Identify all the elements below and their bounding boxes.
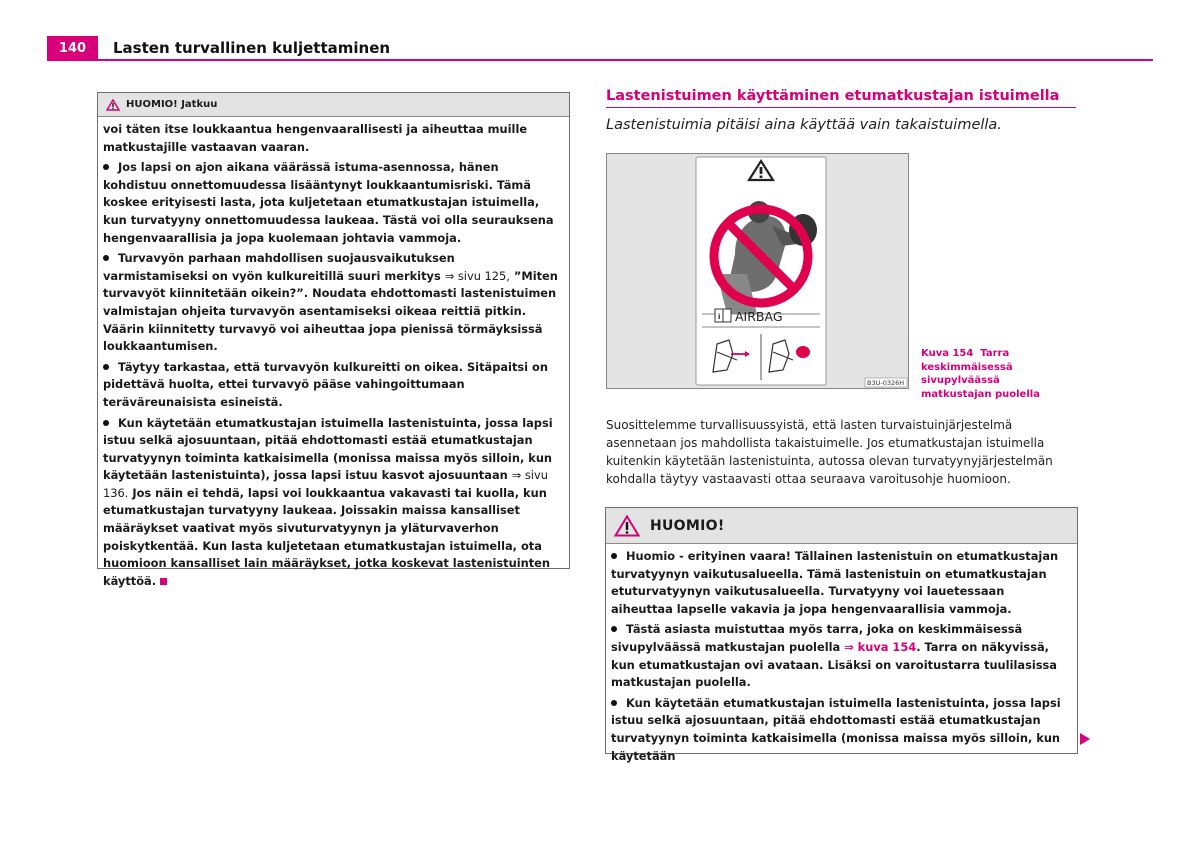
bullet-icon [103, 364, 109, 370]
sticker-airbag-label: AIRBAG [735, 309, 783, 324]
figure-reference-link[interactable]: ⇒ kuva 154 [844, 639, 917, 654]
page-reference-link[interactable]: ⇒ sivu 125, [444, 268, 510, 283]
warning-paragraph: Tästä asiasta muistuttaa myös tarra, joka on keskimmäisessä sivupylväässä matkustajan puolella ⇒ kuva 154. Tarra on näkyvissä, kun etumatkustajan ovi avataan. Lisäksi on varoitustarra tuulilasissa matkustajan puolella. [611, 622, 1057, 690]
warning-body [606, 544, 1077, 765]
figure-caption-text: Tarra keskimmäisessä sivupylväässä matkustajan puolella [921, 348, 1040, 400]
header-rule [47, 59, 1153, 61]
chapter-title: Lasten turvallinen kuljettaminen [113, 39, 391, 57]
svg-text:i: i [718, 313, 721, 321]
warning-box-header [98, 93, 569, 117]
figure-caption [921, 347, 1061, 401]
warning-heading: HUOMIO! [650, 517, 725, 534]
warning-box [605, 507, 1078, 763]
warning-paragraph: Turvavyön parhaan mahdollisen suojausvaikutuksen varmistamiseksi on vyön kulkureitillä suuri merkitys ⇒ sivu 125, ”Miten turvavyöt kiinnitetään oikein?”. Noudata ehdottomasti lastenistuimen valmistajan ohjeita turvavyön asentamiseksi oikeaa reittiä pitkin. Väärin kiinnitetty turvavyö voi aiheuttaa jopa pienissä törmäyksissä loukkaantumisen. [103, 251, 558, 354]
book-icon [715, 309, 731, 322]
page-reference-link[interactable]: ⇒ sivu 136. [103, 468, 548, 500]
bullet-icon [103, 255, 109, 261]
figure-airbag-sticker [606, 153, 909, 389]
section-title: Lastenistuimen käyttäminen etumatkustajan istuimella [606, 88, 1076, 108]
bullet-icon [103, 420, 109, 426]
warning-paragraph: Kun käytetään etumatkustajan istuimella lastenistuinta, jossa lapsi istuu selkä ajosuuntaan, pitää ehdottomasti estää etumatkustajan turvatyynyn toiminta katkaisimella (monissa maissa myös silloin, kun käytetään [611, 695, 1061, 763]
section-intro: Lastenistuimia pitäisi aina käyttää vain takaistuimella. [606, 117, 1002, 133]
bullet-icon [103, 164, 109, 170]
bullet-icon [611, 553, 617, 559]
warning-heading: HUOMIO! Jatkuu [126, 99, 218, 110]
bullet-icon [611, 700, 617, 706]
warning-paragraph: voi täten itse loukkaantua hengenvaarallisesti ja aiheuttaa muille matkustajille vastaavan vaaran. [103, 122, 528, 154]
body-paragraph: Suosittelemme turvallisuussyistä, että lasten turvaistuinjärjestelmä asennetaan jos mahdollista takaistuimelle. Jos etumatkustajan istuimella kuitenkin käytetään lastenistuinta, autossa olevan turvatyynyjärjestelmän kohdalla täytyy vastaavasti ottaa seuraava varoitusohje huomioon. [606, 418, 1053, 486]
bullet-icon [611, 626, 617, 632]
warning-box-continued [97, 92, 570, 588]
warning-box-header [606, 508, 1077, 544]
warning-paragraph: Huomio - erityinen vaara! Tällainen lastenistuin on etumatkustajan turvatyynyn vaikutusalueella. Tämä lastenistuin on etumatkustajan etuturvatyynyn vaikutusalueella. Turvatyyny voi lauetessaan aiheuttaa lapselle vakavia ja jopa hengenvaarallisia vammoja. [611, 549, 1059, 616]
continue-arrow-icon [1080, 733, 1090, 745]
figure-code: B3U-0326H [867, 379, 905, 387]
warning-body [98, 117, 569, 590]
warning-paragraph: Jos lapsi on ajon aikana väärässä istuma-asennossa, hänen kohdistuu onnettomuudessa lisääntynyt loukkaantumisriski. Tämä koskee erityisesti lasta, jota kuljetetaan etumatkustajan istuimella, kun turvatyyny onnettomuudessa laukeaa. Tästä voi olla seurauksena hengenvaarallisia ja jopa kuolemaan johtavia vammoja. [103, 160, 554, 245]
airbag-warning-sticker-illustration [607, 154, 908, 388]
figure-caption-number: Kuva 154 [921, 348, 974, 359]
warning-paragraph: Kun käytetään etumatkustajan istuimella lastenistuinta, jossa lapsi istuu selkä ajosuuntaan, pitää ehdottomasti estää etumatkustajan turvatyynyn toiminta katkaisimella (monissa maissa myös silloin, kun käytetään lastenistuinta), jossa lapsi istuu kasvot ajosuuntaan ⇒ sivu 136. Jos näin ei tehdä, lapsi voi loukkaantua vakavasti tai kuolla, kun etumatkustajan turvatyyny laukeaa. Joissakin maissa kansalliset määräykset vaativat myös sivuturvatyynyn ja yläturvaverhon poiskytkentää. Kun lasta kuljetetaan etumatkustajan istuimella, ota huomioon kansalliset lain määräykset, jotka koskevat lastenistuinten käyttöä. [103, 415, 553, 588]
warning-triangle-icon [614, 515, 640, 537]
section-end-marker [160, 578, 167, 585]
warning-paragraph: Täytyy tarkastaa, että turvavyön kulkureitti on oikea. Sitäpaitsi on pidettävä huolta, ettei turvavyö pääse vahingoittumaan teräväreunaisista esineistä. [103, 359, 548, 409]
page-number: 140 [47, 36, 98, 60]
warning-triangle-icon [106, 99, 120, 111]
